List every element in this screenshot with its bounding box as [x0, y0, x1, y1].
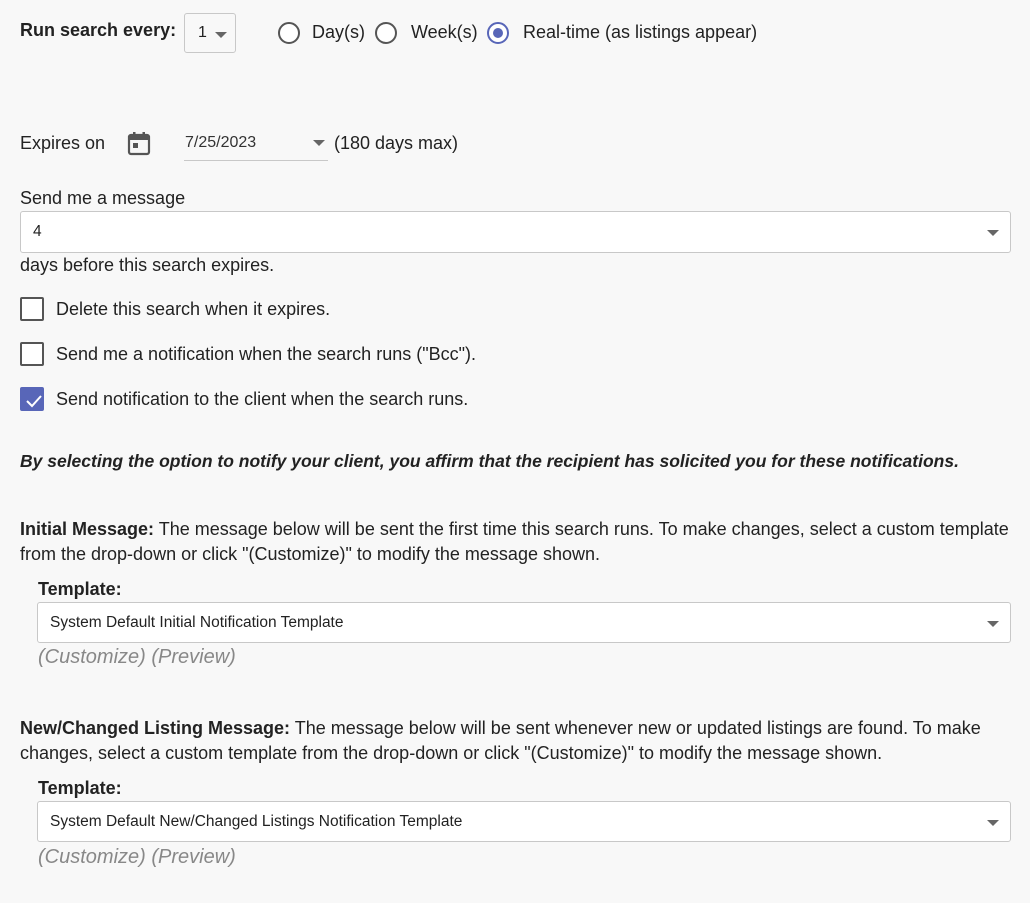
calendar-icon[interactable] — [127, 131, 151, 156]
reminder-days-value: 4 — [33, 223, 42, 240]
expires-note: (180 days max) — [334, 133, 459, 153]
initial-customize-link[interactable]: (Customize) — [38, 646, 146, 668]
changed-template-select[interactable] — [37, 801, 1011, 842]
initial-message-text: The message below will be sent the first time this search runs. To make changes, select a custom template from the drop-down or click "(Customize)" to modify the message shown. — [20, 519, 1009, 564]
delete-on-expire-label[interactable]: Delete this search when it expires. — [56, 299, 331, 319]
reminder-suffix: days before this search expires. — [20, 255, 275, 275]
run-search-label: Run search every: — [20, 20, 177, 40]
chevron-down-icon — [987, 621, 999, 627]
changed-message-heading: New/Changed Listing Message: — [20, 718, 291, 738]
interval-value: 1 — [198, 24, 207, 41]
chevron-down-icon — [987, 820, 999, 826]
changed-template-label: Template: — [38, 778, 122, 798]
chevron-down-icon — [215, 32, 227, 38]
initial-preview-link[interactable]: (Preview) — [151, 646, 236, 668]
expiration-date-input[interactable] — [184, 128, 328, 161]
delete-on-expire-checkbox[interactable] — [20, 297, 44, 321]
radio-weeks-label[interactable]: Week(s) — [411, 22, 478, 42]
reminder-days-select[interactable] — [20, 211, 1011, 253]
radio-realtime[interactable] — [487, 22, 509, 44]
radio-realtime-label[interactable]: Real-time (as listings appear) — [523, 22, 758, 42]
changed-preview-link[interactable]: (Preview) — [151, 846, 236, 868]
radio-days[interactable] — [278, 22, 300, 44]
chevron-down-icon — [987, 230, 999, 236]
radio-weeks[interactable] — [375, 22, 397, 44]
initial-template-links — [38, 646, 236, 669]
interval-select[interactable] — [184, 13, 236, 53]
changed-template-links — [38, 846, 236, 869]
radio-days-label[interactable]: Day(s) — [312, 22, 365, 42]
expires-label: Expires on — [20, 133, 106, 153]
client-notification-label[interactable]: Send notification to the client when the search runs. — [56, 389, 469, 409]
changed-customize-link[interactable]: (Customize) — [38, 846, 146, 868]
initial-template-select[interactable] — [37, 602, 1011, 643]
changed-message-description — [20, 716, 1010, 766]
bcc-notification-label[interactable]: Send me a notification when the search runs ("Bcc"). — [56, 344, 476, 364]
chevron-down-icon[interactable] — [313, 140, 325, 146]
changed-template-value: System Default New/Changed Listings Notification Template — [50, 813, 463, 830]
initial-message-description — [20, 517, 1010, 567]
reminder-label: Send me a message — [20, 188, 186, 208]
expiration-date-value: 7/25/2023 — [185, 134, 257, 151]
initial-template-value: System Default Initial Notification Template — [50, 614, 344, 631]
affirmation-text: By selecting the option to notify your client, you affirm that the recipient has solicited you for these notifications. — [20, 451, 959, 471]
client-notification-checkbox[interactable] — [20, 387, 44, 411]
initial-template-label: Template: — [38, 579, 122, 599]
bcc-notification-checkbox[interactable] — [20, 342, 44, 366]
changed-message-text: The message below will be sent whenever new or updated listings are found. To make changes, select a custom template from the drop-down or click "(Customize)" to modify the message shown. — [20, 718, 981, 763]
checkmark-icon — [24, 391, 44, 411]
initial-message-heading: Initial Message: — [20, 519, 155, 539]
